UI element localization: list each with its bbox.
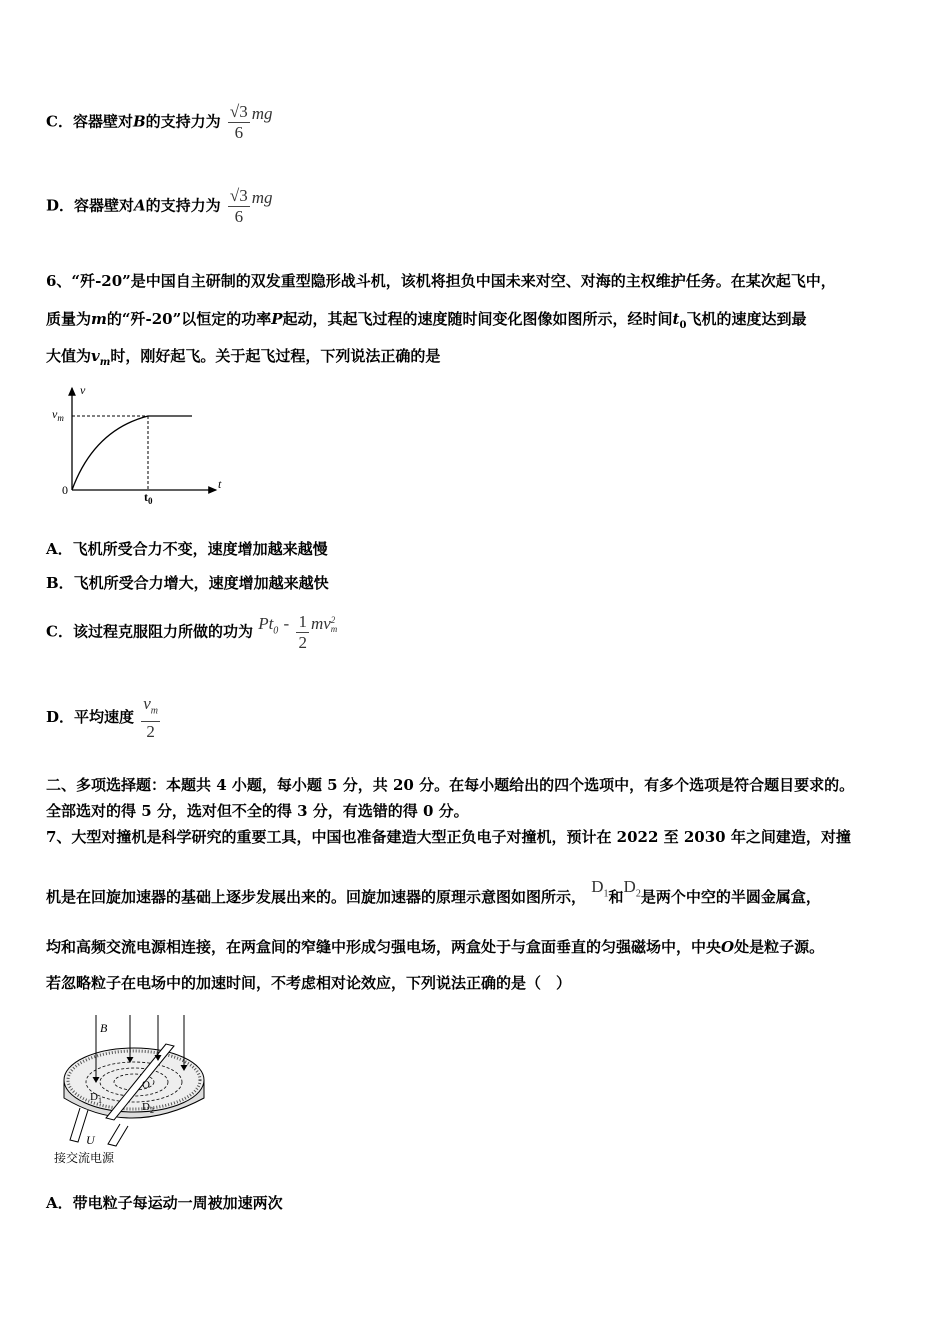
q5-option-d-tail: mg [251, 187, 273, 207]
b-label: B [100, 1021, 108, 1035]
fraction-numerator: √3 [229, 102, 248, 121]
q6-stem-line-1: 6、“歼-20”是中国自主研制的双发重型隐形战斗机，该机将担负中国未来对空、对海的主权维护任务。在某次起飞中， [46, 272, 836, 290]
d1-symbol: $D_1$ [591, 877, 609, 900]
text-span: 大值为 [46, 347, 92, 365]
text-span: 均和高频交流电源相连接，在两盒间的窄缝中形成匀强电场，两盒处于与盒面垂直的匀强磁场中，中央 [46, 938, 722, 956]
q6-option-d-text: D．平均速度 [46, 708, 135, 727]
q6-option-c-fraction [296, 612, 309, 653]
fraction-denominator: 2 [146, 722, 155, 742]
velocity-time-graph [50, 380, 230, 505]
formula-pt: $Pt_0$ [258, 613, 279, 636]
q5-option-c-var: B [132, 112, 146, 131]
disk-top [64, 1048, 204, 1112]
q5-option-c-tail: mg [251, 103, 273, 123]
minus-sign: - [283, 613, 290, 633]
velocity-curve [72, 416, 148, 490]
text-span: 的“歼-20”以恒定的功率 [106, 310, 272, 328]
fraction-numerator: 1 [298, 612, 307, 631]
var-v: v [91, 347, 100, 365]
terminal-lead [108, 1124, 128, 1146]
origin-label: 0 [62, 483, 68, 497]
text-span: 和 [608, 888, 624, 906]
o-label: O [142, 1079, 150, 1091]
q7-stem-line-1: 7、大型对撞机是科学研究的重要工具，中国也准备建造大型正负电子对撞机，预计在 2022 至 2030 年之间建造，对撞 [46, 828, 851, 846]
q7-stem-line-3 [46, 936, 824, 957]
text-span: 时，刚好起飞。关于起飞过程，下列说法正确的是 [110, 347, 441, 365]
q7-stem-line-4: 若忽略粒子在电场中的加速时间，不考虑相对论效应，下列说法正确的是（ ） [46, 974, 572, 992]
d2-label: $D_2$ [142, 1101, 154, 1115]
subscript: m [99, 357, 111, 368]
text-span: 起动，其起飞过程的速度随时间变化图像如图所示，经时间 [282, 310, 673, 328]
q6-option-d [46, 694, 162, 742]
q5-option-d-var: A [134, 196, 146, 215]
text-span: 机是在回旋加速器的基础上逐步发展出来的。回旋加速器的原理示意图如图所示， [46, 888, 587, 906]
q5-option-c-prefix: C．容器壁对 [46, 112, 133, 131]
var-m: m [91, 310, 107, 328]
text-span: 是两个中空的半圆金属盒， [640, 888, 821, 906]
q5-option-d-prefix: D．容器壁对 [46, 196, 135, 215]
q6-option-c-text: C．该过程克服阻力所做的功为 [46, 622, 253, 641]
q5-option-d-suffix: 的支持力为 [145, 196, 221, 215]
subscript: 0 [679, 320, 687, 331]
fraction-denominator: 6 [234, 123, 244, 142]
var-t: t [672, 310, 680, 328]
cyclotron-diagram [50, 1010, 220, 1165]
q5-option-c-fraction [228, 102, 250, 143]
var-o: O [721, 938, 735, 956]
q6-option-a: A．飞机所受合力不变，速度增加越来越慢 [46, 540, 328, 558]
fraction-numerator: $v_m$ [141, 694, 160, 722]
q5-option-c [46, 102, 273, 143]
q7-option-a: A．带电粒子每运动一周被加速两次 [46, 1194, 283, 1212]
t0-label: $t_0$ [144, 490, 153, 505]
text-span: 处是粒子源。 [734, 938, 825, 956]
vm-label: $v_m$ [52, 407, 64, 423]
fraction-denominator: 6 [234, 207, 244, 226]
q5-option-d [46, 186, 273, 227]
d2-symbol: $D_2$ [623, 877, 641, 900]
figure-caption: 接交流电源 [54, 1151, 115, 1165]
text-span: 飞机的速度达到最 [686, 310, 807, 328]
text-span: 质量为 [46, 310, 92, 328]
fraction-numerator: √3 [229, 186, 248, 205]
q6-option-d-fraction [141, 694, 160, 742]
q6-option-c [46, 612, 337, 653]
d1-label: $D_1$ [90, 1091, 102, 1105]
q7-stem-line-2 [46, 877, 821, 909]
section-2-instructions-line-1: 二、多项选择题：本题共 4 小题，每小题 5 分，共 20 分。在每小题给出的四个选项中，有多个选项是符合题目要求的。 [46, 776, 855, 794]
u-label: U [86, 1133, 95, 1147]
section-2-instructions-line-2: 全部选对的得 5 分，选对但不全的得 3 分，有选错的得 0 分。 [46, 802, 469, 820]
y-axis-label: v [80, 383, 86, 397]
q5-option-c-suffix: 的支持力为 [145, 112, 221, 131]
q6-stem-line-2 [46, 308, 806, 331]
var-p: P [271, 310, 283, 328]
q6-option-b: B．飞机所受合力增大，速度增加越来越快 [46, 574, 329, 592]
x-axis-label: t [218, 477, 222, 491]
fraction-denominator: 2 [298, 633, 307, 652]
q6-stem-line-3 [46, 345, 440, 368]
formula-mv: mv 2 m [310, 613, 338, 634]
q5-option-d-fraction [228, 186, 250, 227]
